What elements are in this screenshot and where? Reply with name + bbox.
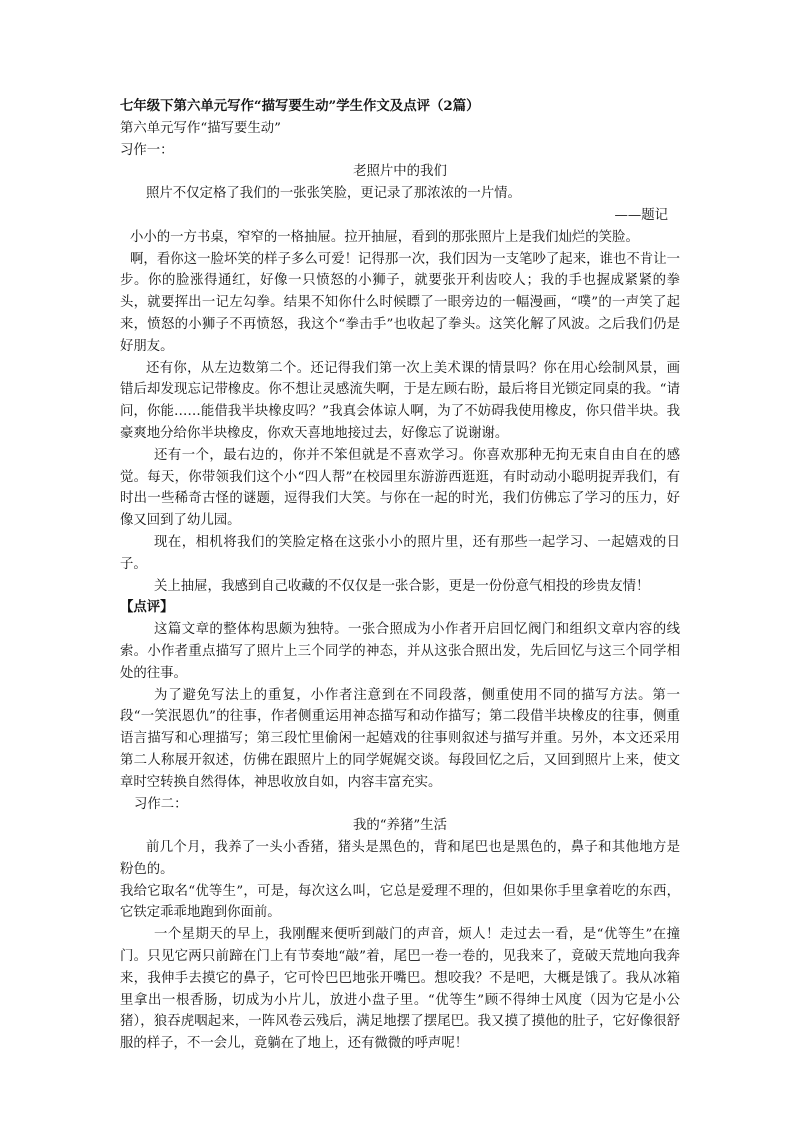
essay2-paragraph: 前几个月，我养了一头小香猪，猪头是黑色的，背和尾巴也是黑色的，鼻子和其他地方是粉色的。 [120, 840, 680, 877]
essay1-epigraph-sign: ——题记 [614, 207, 668, 223]
essay1-paragraph: 还有你，从左边数第二个。还记得我们第一次上美术课的情景吗？你在用心绘制风景，画错后却发现忘记带橡皮。你不想让灵感流失啊，于是左顾右盼，最后将目光锁定同桌的我。“请问，你能……能借我半块橡皮吗？”我真会体谅人啊，为了不妨碍我使用橡皮，你只借半块。我豪爽地分给你半块橡皮，你欢天喜地地接过去，好像忘了说谢谢。 [120, 360, 680, 441]
essay1-paragraph: 现在，相机将我们的笑脸定格在这张小小的照片里，还有那些一起学习、一起嬉戏的日子。 [120, 534, 680, 572]
comment-paragraph: 这篇文章的整体构思颇为独特。一张合照成为小作者开启回忆阀门和组织文章内容的线索。小作者重点描写了照片上三个同学的神态，并从这张合照出发，先后回忆与这三个同学相处的往事。 [120, 622, 680, 681]
essay1-paragraph: 还有一个，最右边的，你并不笨但就是不喜欢学习。你喜欢那种无拘无束自由自在的感觉。每天，你带领我们这个小“四人帮”在校园里东游游西逛逛，有时动动小聪明捉弄我们，有时出一些稀奇古怪的谜题，逗得我们大笑。与你在一起的时光，我们仿佛忘了学习的压力，好像又回到了幼儿园。 [120, 447, 680, 529]
essay2-label: 习作二： [134, 796, 188, 812]
essay1-label: 习作一： [120, 142, 174, 158]
essay1-paragraph: 关上抽屉，我感到自己收藏的不仅仅是一张合影，更是一份份意气相投的珍贵友情！ [154, 578, 650, 594]
essay1-title: 老照片中的我们 [353, 164, 447, 180]
document-title: 七年级下第六单元写作“描写要生动”学生作文及点评（2篇） [120, 98, 480, 114]
essay2-title: 我的“养猪”生活 [352, 818, 448, 834]
essay1-paragraph: 小小的一方书桌，窄窄的一格抽屉。拉开抽屉，看到的那张照片上是我们灿烂的笑脸。 [130, 229, 639, 245]
essay2-paragraph: 我给它取名“优等生”，可是，每次这么叫，它总是爱理不理的，但如果你手里拿着吃的东西，它铁定乖乖地跑到你面前。 [120, 883, 680, 921]
document-subtitle: 第六单元写作“描写要生动” [120, 120, 281, 136]
document-page [120, 96, 680, 1055]
essay2-paragraph: 一个星期天的早上，我刚醒来便听到敲门的声音，烦人！走过去一看，是“优等生”在撞门。只见它两只前蹄在门上有节奏地“敲”着，尾巴一卷一卷的，见我来了，竟破天荒地向我奔来，我伸手去摸它的鼻子，它可怜巴巴地张开嘴巴。想咬我？不是吧，大概是饿了。我从冰箱里拿出一根香肠，切成为小片儿，放进小盘子里。“优等生”顾不得绅士风度（因为它是小公猪），狼吞虎咽起来，一阵风卷云残后，满足地摆了摆尾巴。我又摸了摸他的肚子，它好像很舒服的样子，不一会儿，竟躺在了地上，还有微微的呼声呢！ [120, 927, 680, 1052]
comment-label: 【点评】 [120, 599, 174, 616]
essay1-epigraph: 照片不仅定格了我们的一张张笑脸，更记录了那浓浓的一片情。 [146, 186, 521, 202]
essay1-paragraph: 啊，看你这一脸坏笑的样子多么可爱！记得那一次，我们因为一支笔吵了起来，谁也不肯让一步。你的脸涨得通红，好像一只愤怒的小狮子，就要张开利齿咬人；我的手也握成紧紧的拳头，就要挥出一记左勾拳。结果不知你什么时候瞟了一眼旁边的一幅漫画，“噗”的一声笑了起来，愤怒的小狮子不再愤怒，我这个“拳击手”也收起了拳头。这笑化解了风波。之后我们仍是好朋友。 [120, 251, 680, 354]
comment-paragraph: 为了避免写法上的重复，小作者注意到在不同段落，侧重使用不同的描写方法。第一段“一笑泯恩仇”的往事，作者侧重运用神态描写和动作描写；第二段借半块橡皮的往事，侧重语言描写和心理描写；第三段忙里偷闲一起嬉戏的往事则叙述与描写并重。另外，本文还采用第二人称展开叙述，仿佛在跟照片上的同学娓娓交谈。每段回忆之后，又回到照片上来，使文章时空转换自然得体，神思收放自如，内容丰富充实。 [120, 687, 680, 790]
